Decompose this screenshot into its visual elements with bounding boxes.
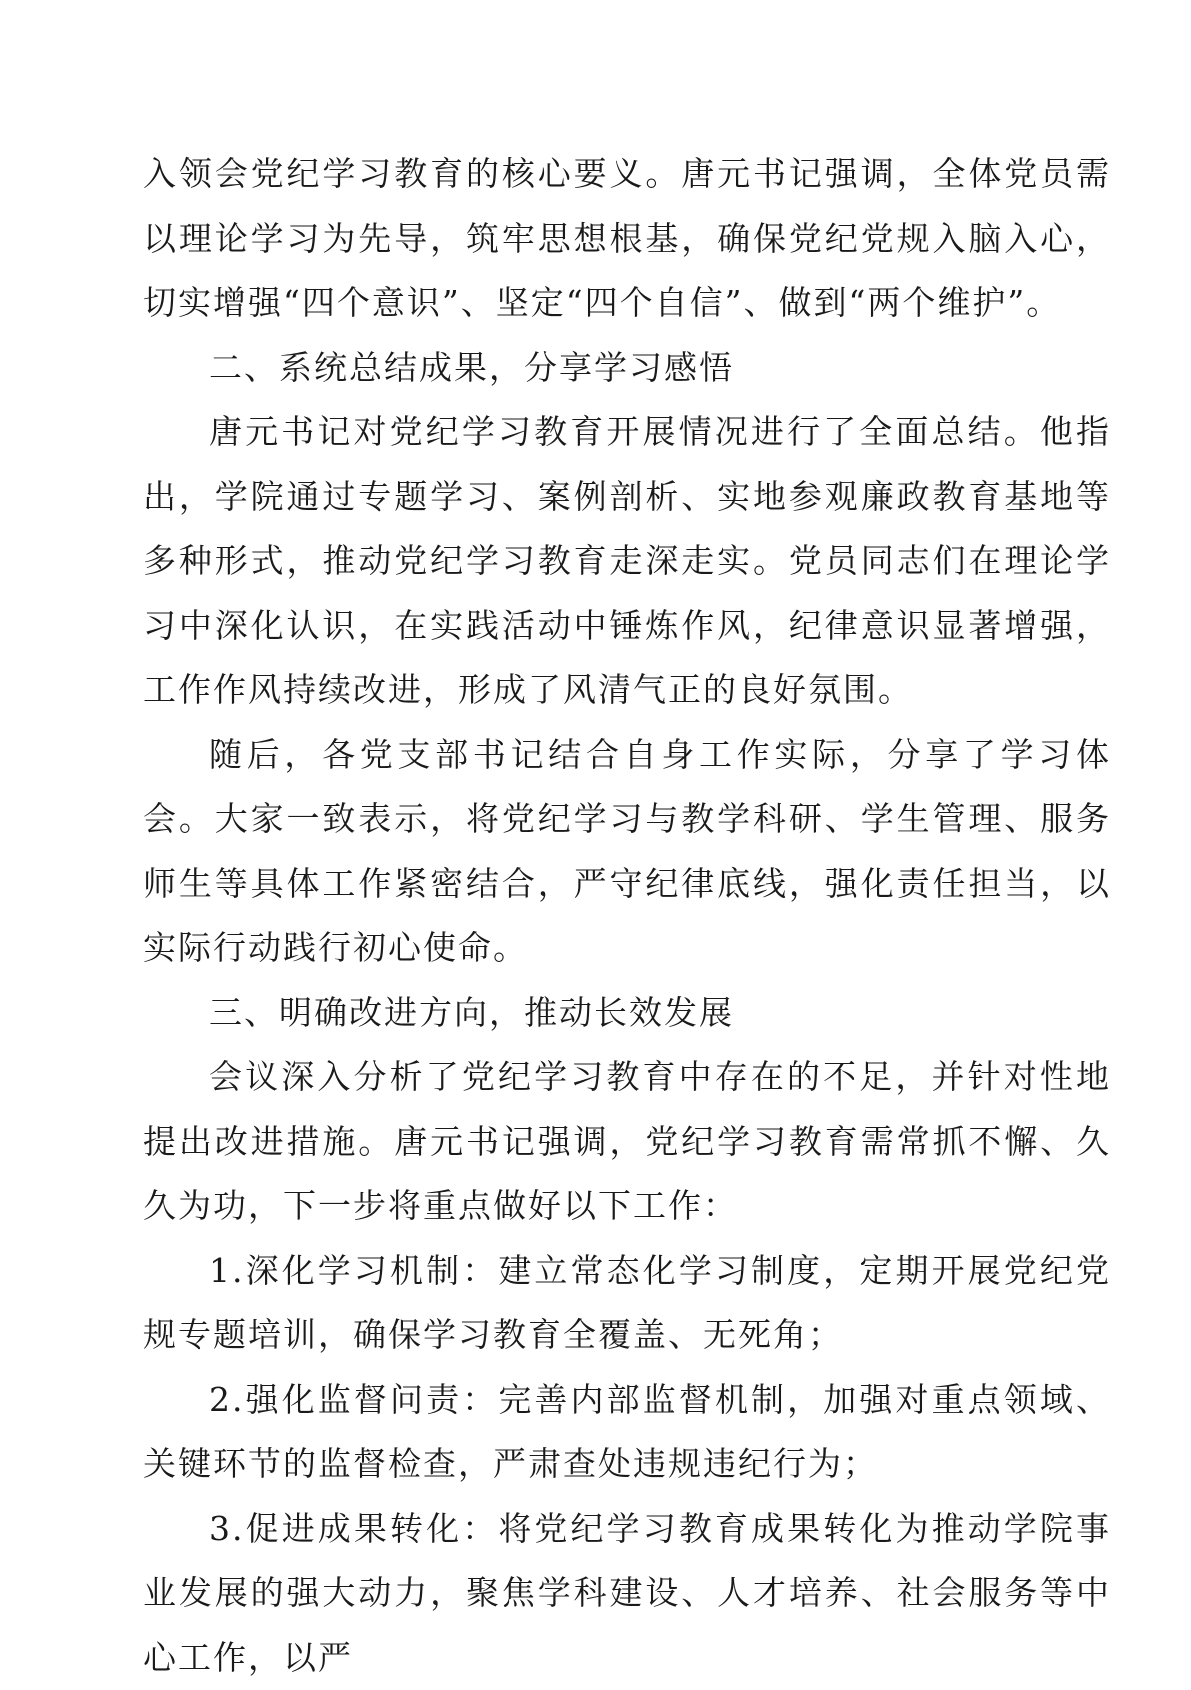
list-item-1: 1.深化学习机制：建立常态化学习制度，定期开展党纪党规专题培训，确保学习教育全覆盖、无死角； bbox=[143, 1239, 1111, 1368]
list-item-2: 2.强化监督问责：完善内部监督机制，加强对重点领域、关键环节的监督检查，严肃查处违规违纪行为； bbox=[143, 1368, 1111, 1497]
paragraph-improvement: 会议深入分析了党纪学习教育中存在的不足，并针对性地提出改进措施。唐元书记强调，党纪学习教育需常抓不懈、久久为功，下一步将重点做好以下工作： bbox=[143, 1045, 1111, 1239]
paragraph-branch-sharing: 随后，各党支部书记结合自身工作实际，分享了学习体会。大家一致表示，将党纪学习与教学科研、学生管理、服务师生等具体工作紧密结合，严守纪律底线，强化责任担当，以实际行动践行初心使命。 bbox=[143, 723, 1111, 981]
section-heading-2: 二、系统总结成果，分享学习感悟 bbox=[143, 336, 1111, 401]
list-item-3: 3.促进成果转化：将党纪学习教育成果转化为推动学院事业发展的强大动力，聚焦学科建设、人才培养、社会服务等中心工作，以严 bbox=[143, 1497, 1111, 1690]
paragraph-continuation: 入领会党纪学习教育的核心要义。唐元书记强调，全体党员需以理论学习为先导，筑牢思想根基，确保党纪党规入脑入心，切实增强“四个意识”、坚定“四个自信”、做到“两个维护”。 bbox=[143, 142, 1111, 336]
document-body bbox=[143, 142, 1111, 1690]
paragraph-summary: 唐元书记对党纪学习教育开展情况进行了全面总结。他指出，学院通过专题学习、案例剖析、实地参观廉政教育基地等多种形式，推动党纪学习教育走深走实。党员同志们在理论学习中深化认识，在实践活动中锤炼作风，纪律意识显著增强，工作作风持续改进，形成了风清气正的良好氛围。 bbox=[143, 400, 1111, 723]
section-heading-3: 三、明确改进方向，推动长效发展 bbox=[143, 981, 1111, 1046]
